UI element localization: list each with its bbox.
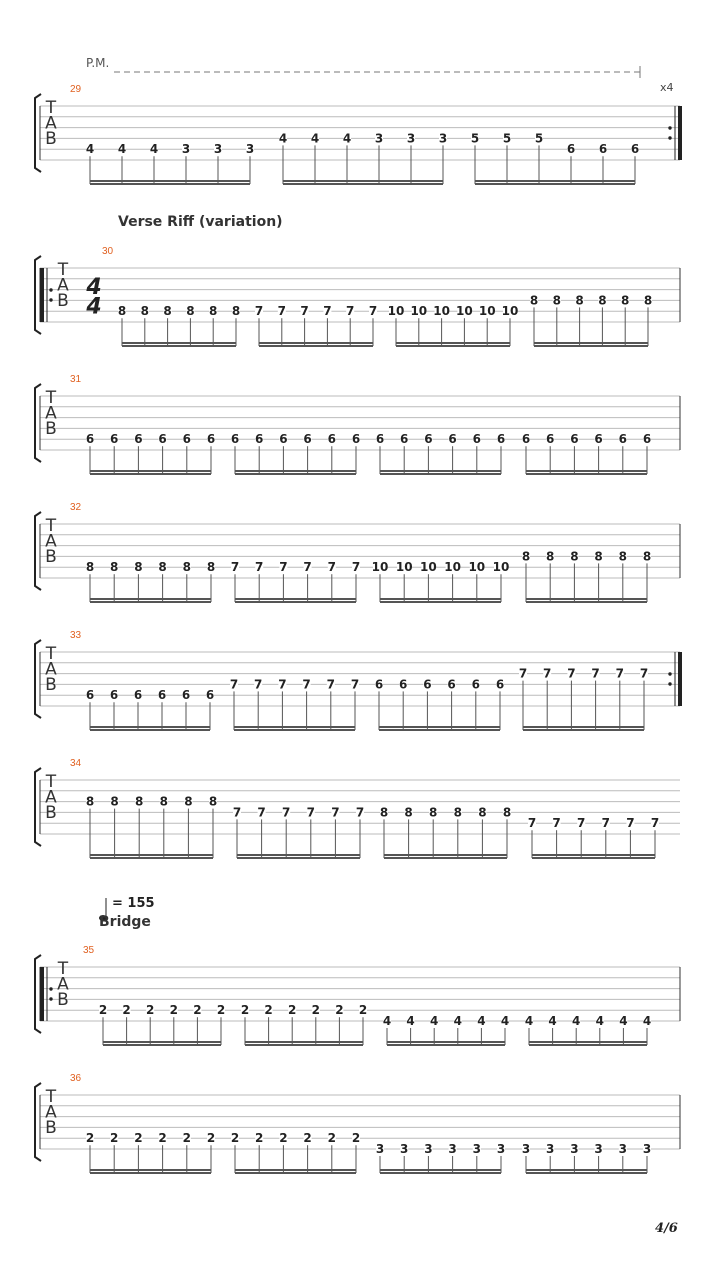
- fret-number: 8: [643, 293, 653, 308]
- fret-number: 3: [546, 1142, 555, 1156]
- fret-number: 4: [430, 1014, 439, 1028]
- fret-number: 3: [618, 1142, 627, 1156]
- bar-number: 32: [70, 502, 82, 513]
- fret-number: 8: [529, 293, 539, 308]
- tab-letter: A: [45, 113, 57, 134]
- fret-number: 6: [521, 432, 531, 447]
- fret-number: 4: [619, 1014, 628, 1028]
- fret-number: 7: [323, 304, 332, 319]
- fret-number: 10: [492, 560, 510, 575]
- fret-number: 6: [110, 432, 119, 447]
- fret-number: 3: [400, 1142, 409, 1156]
- fret-number: 2: [182, 1131, 191, 1146]
- fret-number: 3: [472, 1142, 481, 1156]
- bar-number: 35: [83, 945, 95, 956]
- fret-number: 7: [254, 677, 263, 692]
- fret-number: 2: [240, 1003, 250, 1018]
- fret-number: 7: [229, 677, 239, 692]
- fret-number: 2: [230, 1131, 240, 1146]
- bar-number: 33: [70, 630, 82, 641]
- fret-number: 2: [288, 1003, 297, 1018]
- palm-mute-label: P.M.: [86, 56, 110, 70]
- beam: [90, 1172, 211, 1174]
- fret-number: 8: [208, 794, 218, 809]
- fret-number: 6: [630, 142, 640, 157]
- fret-number: 6: [230, 432, 240, 447]
- tab-letter: T: [45, 98, 57, 118]
- fret-number: 4: [406, 1014, 415, 1028]
- fret-number: 3: [374, 131, 384, 146]
- fret-number: 7: [303, 560, 312, 575]
- fret-number: 8: [182, 560, 191, 575]
- fret-number: 6: [618, 432, 627, 447]
- fret-number: 8: [163, 304, 172, 319]
- fret-number: 2: [303, 1131, 312, 1146]
- tab-letter: T: [45, 516, 57, 536]
- fret-number: 5: [534, 131, 544, 146]
- tab-letter: B: [45, 1118, 57, 1138]
- fret-number: 7: [255, 560, 264, 575]
- fret-number: 4: [642, 1014, 652, 1028]
- fret-number: 6: [205, 688, 215, 703]
- fret-number: 4: [548, 1014, 557, 1028]
- fret-number: 3: [438, 131, 448, 146]
- fret-number: 8: [186, 304, 195, 319]
- fret-number: 7: [279, 560, 288, 575]
- tab-letter: T: [45, 388, 57, 408]
- fret-number: 6: [447, 677, 456, 692]
- fret-number: 7: [306, 805, 315, 820]
- fret-number: 5: [470, 131, 480, 146]
- fret-number: 3: [496, 1142, 506, 1156]
- fret-number: 3: [245, 142, 255, 157]
- fret-number: 10: [456, 304, 473, 319]
- bar-number: 31: [70, 374, 82, 385]
- fret-number: 6: [546, 432, 555, 447]
- fret-number: 7: [626, 816, 635, 831]
- fret-number: 4: [342, 131, 352, 146]
- time-signature-bottom: 4: [86, 294, 102, 320]
- fret-number: 8: [206, 560, 216, 575]
- fret-number: 7: [230, 560, 240, 575]
- fret-number: 8: [546, 549, 555, 564]
- fret-number: 6: [423, 677, 432, 692]
- fret-number: 7: [518, 666, 528, 681]
- fret-number: 8: [110, 560, 119, 575]
- beam: [526, 1169, 647, 1171]
- fret-number: 4: [85, 142, 95, 157]
- tab-letter: B: [45, 803, 57, 823]
- fret-number: 7: [601, 816, 610, 831]
- fret-number: 8: [135, 794, 144, 809]
- fret-number: 2: [311, 1003, 320, 1018]
- fret-number: 7: [355, 805, 365, 820]
- fret-number: 7: [368, 304, 378, 319]
- tab-letter: T: [57, 260, 69, 280]
- bar-number: 34: [70, 758, 82, 769]
- fret-number: 6: [279, 432, 288, 447]
- fret-number: 7: [527, 816, 537, 831]
- fret-number: 8: [598, 293, 607, 308]
- fret-number: 8: [158, 560, 167, 575]
- bar-number: 36: [70, 1073, 82, 1084]
- fret-number: 3: [213, 142, 223, 157]
- fret-number: 5: [502, 131, 512, 146]
- fret-number: 7: [346, 304, 355, 319]
- fret-number: 4: [149, 142, 159, 157]
- fret-number: 10: [444, 560, 461, 575]
- fret-number: 6: [598, 142, 608, 157]
- fret-number: 2: [327, 1131, 336, 1146]
- fret-number: 2: [358, 1003, 368, 1018]
- tab-letter: B: [45, 419, 57, 439]
- fret-number: 4: [477, 1014, 486, 1028]
- fret-number: 2: [351, 1131, 361, 1146]
- fret-number: 8: [140, 304, 149, 319]
- fret-number: 8: [618, 549, 627, 564]
- fret-number: 8: [404, 805, 413, 820]
- fret-number: 8: [85, 560, 95, 575]
- fret-number: 2: [98, 1003, 108, 1018]
- fret-number: 8: [478, 805, 487, 820]
- fret-number: 2: [206, 1131, 216, 1146]
- fret-number: 10: [371, 560, 389, 575]
- fret-number: 2: [255, 1131, 264, 1146]
- fret-number: 6: [85, 688, 95, 703]
- tab-letter: T: [57, 959, 69, 979]
- fret-number: 7: [639, 666, 649, 681]
- fret-number: 6: [351, 432, 361, 447]
- fret-number: 7: [543, 666, 552, 681]
- tab-letter: T: [45, 772, 57, 792]
- fret-number: 7: [327, 560, 336, 575]
- fret-number: 10: [420, 560, 437, 575]
- fret-number: 7: [302, 677, 311, 692]
- fret-number: 8: [209, 304, 218, 319]
- fret-number: 10: [395, 560, 413, 575]
- tab-letter: A: [45, 787, 57, 808]
- beam: [235, 1169, 356, 1171]
- fret-number: 10: [501, 304, 519, 319]
- fret-number: 6: [642, 432, 652, 447]
- bar-number: 30: [102, 246, 114, 257]
- tab-letter: B: [57, 291, 69, 311]
- fret-number: 6: [566, 142, 576, 157]
- fret-number: 3: [570, 1142, 579, 1156]
- fret-number: 3: [448, 1142, 457, 1156]
- beam: [380, 1169, 501, 1171]
- fret-number: 4: [453, 1014, 462, 1028]
- tab-letter: A: [45, 531, 57, 552]
- fret-number: 7: [326, 677, 335, 692]
- fret-number: 6: [109, 688, 119, 703]
- fret-number: 7: [350, 677, 360, 692]
- fret-number: 4: [117, 142, 127, 157]
- tab-letter: B: [57, 990, 69, 1010]
- bar-number: 29: [70, 84, 82, 95]
- fret-number: 6: [424, 432, 433, 447]
- fret-number: 2: [169, 1003, 178, 1018]
- beam: [380, 1172, 501, 1174]
- fret-number: 3: [594, 1142, 603, 1156]
- fret-number: 8: [502, 805, 512, 820]
- beam: [235, 1172, 356, 1174]
- fret-number: 6: [594, 432, 603, 447]
- fret-number: 8: [110, 794, 119, 809]
- fret-number: 2: [335, 1003, 344, 1018]
- fret-number: 3: [375, 1142, 385, 1156]
- fret-number: 4: [310, 131, 320, 146]
- fret-number: 8: [134, 560, 143, 575]
- fret-number: 8: [159, 794, 168, 809]
- fret-number: 7: [254, 304, 264, 319]
- tab-letter: B: [45, 129, 57, 149]
- fret-number: 8: [570, 549, 579, 564]
- tab-letter: A: [57, 275, 69, 296]
- fret-number: 2: [264, 1003, 273, 1018]
- fret-number: 7: [282, 805, 291, 820]
- fret-number: 7: [331, 805, 340, 820]
- fret-number: 6: [496, 432, 506, 447]
- fret-number: 6: [158, 432, 167, 447]
- fret-number: 7: [615, 666, 624, 681]
- fret-number: 7: [277, 304, 286, 319]
- fret-number: 3: [521, 1142, 531, 1156]
- fret-number: 8: [231, 304, 241, 319]
- fret-number: 10: [468, 560, 486, 575]
- fret-number: 10: [433, 304, 450, 319]
- fret-number: 7: [567, 666, 576, 681]
- beam: [90, 1169, 211, 1171]
- fret-number: 8: [575, 293, 584, 308]
- fret-number: 10: [387, 304, 405, 319]
- fret-number: 6: [471, 677, 480, 692]
- tab-letter: A: [45, 403, 57, 424]
- fret-number: 2: [193, 1003, 202, 1018]
- fret-number: 7: [577, 816, 586, 831]
- fret-number: 2: [158, 1131, 167, 1146]
- fret-number: 6: [400, 432, 409, 447]
- fret-number: 7: [552, 816, 561, 831]
- tempo-marking: = 155: [112, 896, 155, 911]
- fret-number: 2: [85, 1131, 95, 1146]
- fret-number: 7: [650, 816, 660, 831]
- fret-number: 6: [399, 677, 408, 692]
- fret-number: 2: [134, 1131, 143, 1146]
- fret-number: 8: [379, 805, 389, 820]
- fret-number: 4: [572, 1014, 581, 1028]
- fret-number: 8: [429, 805, 438, 820]
- fret-number: 10: [478, 304, 496, 319]
- fret-number: 7: [257, 805, 266, 820]
- fret-number: 8: [621, 293, 630, 308]
- fret-number: 7: [591, 666, 600, 681]
- fret-number: 6: [157, 688, 167, 703]
- fret-number: 2: [216, 1003, 226, 1018]
- fret-number: 7: [351, 560, 361, 575]
- fret-number: 6: [327, 432, 336, 447]
- fret-number: 6: [85, 432, 95, 447]
- fret-number: 6: [448, 432, 457, 447]
- fret-number: 8: [184, 794, 193, 809]
- tab-letter: T: [45, 644, 57, 664]
- fret-number: 8: [594, 549, 603, 564]
- fret-number: 3: [406, 131, 416, 146]
- fret-number: 6: [374, 677, 384, 692]
- fret-number: 7: [232, 805, 242, 820]
- fret-number: 6: [472, 432, 481, 447]
- tab-letter: A: [45, 1102, 57, 1123]
- fret-number: 6: [206, 432, 216, 447]
- fret-number: 3: [181, 142, 191, 157]
- fret-number: 6: [495, 677, 505, 692]
- fret-number: 3: [642, 1142, 652, 1156]
- fret-number: 4: [278, 131, 288, 146]
- fret-number: 2: [110, 1131, 119, 1146]
- fret-number: 6: [255, 432, 264, 447]
- fret-number: 6: [134, 432, 143, 447]
- fret-number: 4: [382, 1014, 392, 1028]
- tab-letter: B: [45, 675, 57, 695]
- time-signature-top: 4: [86, 274, 102, 300]
- section-title-bridge: Bridge: [99, 914, 151, 930]
- beam: [526, 1172, 647, 1174]
- fret-number: 6: [182, 432, 191, 447]
- fret-number: 8: [117, 304, 127, 319]
- fret-number: 6: [303, 432, 312, 447]
- fret-number: 6: [570, 432, 579, 447]
- fret-number: 2: [122, 1003, 131, 1018]
- fret-number: 7: [300, 304, 309, 319]
- fret-number: 4: [500, 1014, 510, 1028]
- fret-number: 6: [133, 688, 143, 703]
- fret-number: 4: [524, 1014, 534, 1028]
- tab-letter: T: [45, 1087, 57, 1107]
- fret-number: 6: [375, 432, 385, 447]
- fret-number: 8: [85, 794, 95, 809]
- repeat-count: x4: [660, 81, 674, 94]
- fret-number: 8: [453, 805, 462, 820]
- fret-number: 6: [181, 688, 191, 703]
- fret-number: 8: [552, 293, 561, 308]
- fret-number: 4: [595, 1014, 604, 1028]
- fret-number: 8: [521, 549, 531, 564]
- fret-number: 2: [146, 1003, 155, 1018]
- tab-letter: A: [45, 659, 57, 680]
- tab-letter: B: [45, 547, 57, 567]
- fret-number: 10: [410, 304, 428, 319]
- tab-letter: A: [57, 974, 69, 995]
- section-title-verse: Verse Riff (variation): [118, 214, 283, 230]
- fret-number: 7: [278, 677, 287, 692]
- page-number: 4/6: [655, 1221, 678, 1236]
- fret-number: 2: [279, 1131, 288, 1146]
- fret-number: 8: [642, 549, 652, 564]
- fret-number: 3: [424, 1142, 433, 1156]
